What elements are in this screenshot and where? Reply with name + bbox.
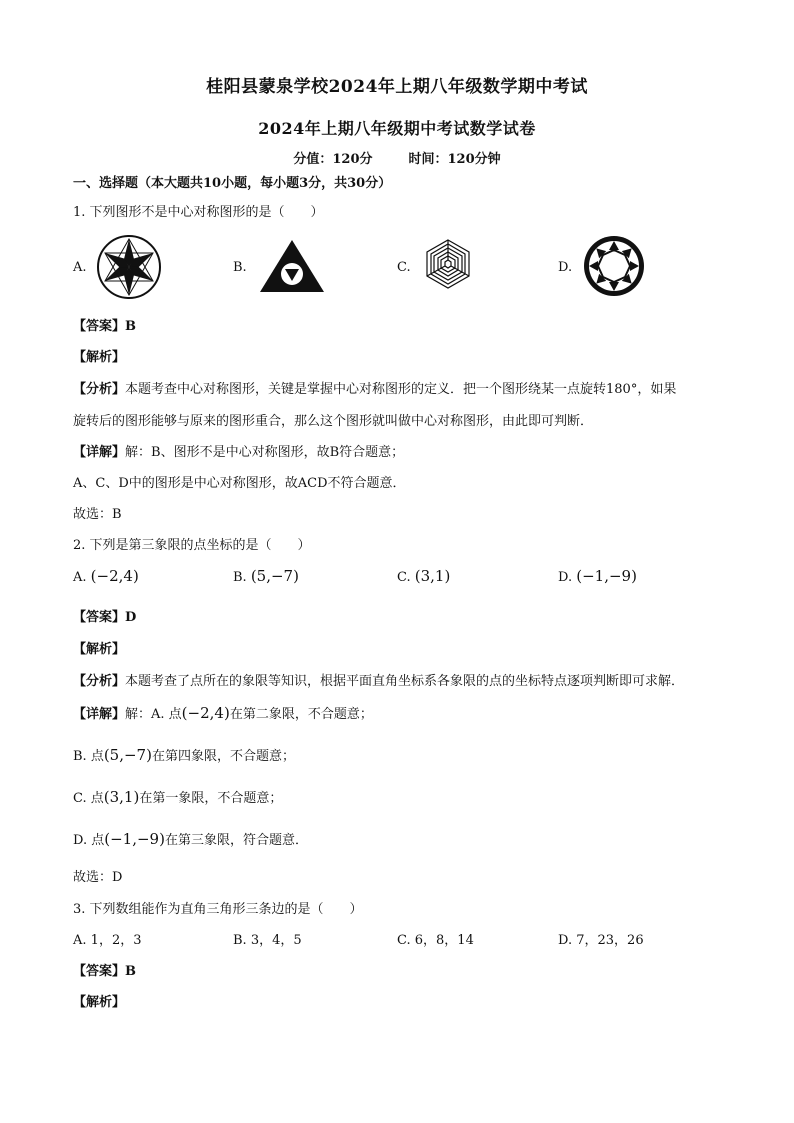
q1-analysis-text-1: 本题考查中心对称图形，关键是掌握中心对称图形的定义．把一个图形绕某一点旋转180°，如果 [125,382,677,397]
q3-option-b-label: B. [233,933,247,948]
q1-detail-lead: 【详解】 [73,445,126,460]
q3-analysis-tag: 【解析】 [73,995,126,1010]
q3-stem: 3. 下列数组能作为直角三角形三条边的是（ ） [73,902,363,917]
q2-option-c-label: C. [397,570,411,585]
q2-detail-d-pre: D. 点 [73,833,105,848]
q2-option-b-value: (5,−7) [250,567,299,585]
q2-detail-b-post: 在第四象限，不合题意； [151,749,295,764]
q2-detail-c-point: (3,1) [103,788,140,806]
q1-choose: 故选：B [73,507,122,522]
concentric-hexagon-spiral-icon [418,234,478,298]
time-info: 时间：120分钟 [408,152,501,167]
q2-detail-a-post: 在第二象限，不合题意； [229,707,373,722]
q2-detail-c [73,787,282,806]
q3-option-b-value: 3，4，5 [250,933,302,948]
q1-analysis-2: 旋转后的图形能够与原来的图形重合，那么这个图形就叫做中心对称图形，由此即可判断． [73,414,594,429]
q2-option-a [73,567,139,585]
q2-option-c-value: (3,1) [414,567,451,585]
exam-title: 桂阳县蒙泉学校2024年上期八年级数学期中考试 [206,77,588,97]
q2-option-a-value: (−2,4) [90,567,139,585]
q2-detail-d-post: 在第三象限，符合题意． [164,833,308,848]
q3-option-c-value: 6，8，14 [414,933,474,948]
q3-option-c [397,929,474,948]
q2-detail-c-post: 在第一象限，不合题意； [139,791,283,806]
q1-options [0,234,794,300]
q3-option-d-label: D. [558,933,573,948]
q3-option-a-label: A. [73,933,87,948]
q3-option-c-label: C. [397,933,411,948]
q2-option-b-label: B. [233,570,247,585]
q2-option-c [397,567,450,585]
q2-option-b [233,567,299,585]
q1-detail-1 [73,441,404,460]
triangle-with-inner-triangle-icon [258,234,326,300]
q2-option-d [558,567,637,585]
ring-with-triangles-icon [582,234,646,302]
q2-choose: 故选：D [73,870,123,885]
q1-detail-text-1: 解：B、图形不是中心对称图形，故B符合题意； [125,445,405,460]
section-heading: 一、选择题（本大题共10小题，每小题3分，共30分） [73,176,392,191]
q2-detail-b-point: (5,−7) [103,746,152,764]
q2-analysis-text: 本题考查了点所在的象限等知识，根据平面直角坐标系各象限的点的坐标特点逐项判断即可求解． [125,674,685,689]
q1-option-c-label: C. [397,260,411,275]
q1-option-b-label: B. [233,260,247,275]
q2-detail-d [73,829,308,848]
q1-analysis-1 [73,378,676,397]
hexagram-in-circle-icon [96,234,162,304]
q2-detail-a [73,703,373,722]
q3-option-a [73,929,142,948]
q2-options [0,567,794,591]
q3-option-d-value: 7，23，26 [576,933,644,948]
q3-answer: 【答案】B [73,964,136,979]
q1-option-a-label: A. [73,260,87,275]
q2-option-a-label: A. [73,570,87,585]
q1-stem: 1. 下列图形不是中心对称图形的是（ ） [73,205,324,220]
q2-detail-c-pre: C. 点 [73,791,104,806]
q2-option-d-label: D. [558,570,573,585]
q2-detail-lead: 【详解】 [73,707,126,722]
q3-options [0,929,794,953]
exam-subtitle: 2024年上期八年级期中考试数学试卷 [258,119,536,138]
q3-option-b [233,929,302,948]
q2-detail-d-point: (−1,−9) [104,830,165,848]
q1-answer-text: 【答案】B [73,319,136,334]
q1-analysis-lead: 【分析】 [73,382,126,397]
q1-detail-2: A、C、D中的图形是中心对称图形，故ACD不符合题意． [73,476,406,491]
q2-answer: 【答案】D [73,610,137,625]
q2-analysis-lead: 【分析】 [73,674,126,689]
q2-detail-a-pre: 解：A. 点 [125,707,182,722]
q2-detail-b-pre: B. 点 [73,749,104,764]
q2-detail-a-point: (−2,4) [181,704,230,722]
q2-stem: 2. 下列是第三象限的点坐标的是（ ） [73,538,311,553]
q2-analysis-tag: 【解析】 [73,642,126,657]
q1-answer [73,315,136,334]
score-info: 分值：120分 [293,152,373,167]
q2-detail-b [73,745,295,764]
q1-option-d-label: D. [558,260,573,275]
exam-meta [0,148,794,167]
q3-option-a-value: 1，2，3 [90,933,142,948]
q3-option-d [558,929,644,948]
q2-option-d-value: (−1,−9) [576,567,637,585]
q1-analysis-tag: 【解析】 [73,350,126,365]
q2-analysis [73,670,684,689]
